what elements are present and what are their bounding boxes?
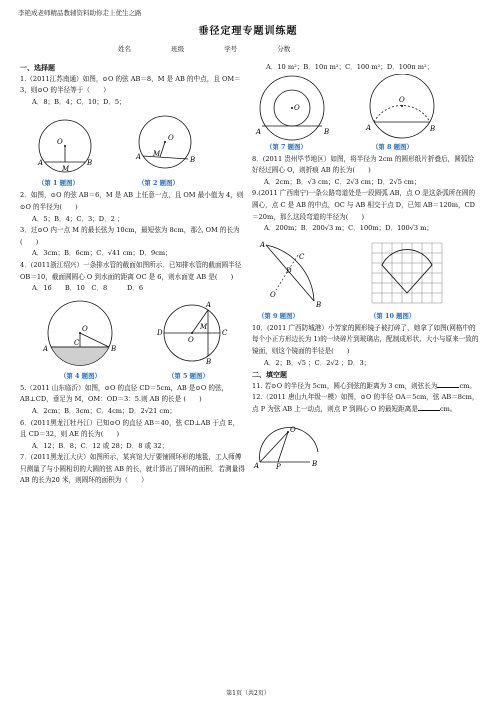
question-9: 9.(2011 广西南宁)一条公路弯道处是一段圆弧 AB，点 O 是这条弧所在圆的圆心，点 C 是 AB 的中点，OC 与 AB 相交于点 D，已知 AB＝120m，CD＝20m，那么这段弯道的半径为( ) (252, 189, 476, 221)
svg-text:O: O (188, 335, 194, 344)
svg-text:C: C (74, 338, 80, 347)
svg-text:A: A (206, 300, 212, 309)
question-4: 4．(2011浙江绍兴）一条排水管的截面如图所示．已知排水管的截面圆半径 OB＝10，截面圆圆心 O 到水面的距离 OC 是 6，则水面宽 AB 是( ) (20, 260, 242, 281)
figure-2-caption: （第 2 题图） (138, 179, 179, 188)
svg-text:B: B (430, 124, 436, 133)
question-12-answer-blank[interactable] (418, 410, 440, 411)
figure-5-caption: （第 5 题图） (168, 371, 209, 380)
figure-row-1-2 (20, 108, 245, 190)
svg-text:O: O (168, 134, 174, 143)
svg-text:B: B (87, 159, 93, 168)
svg-text:B: B (312, 459, 318, 468)
student-number-label: 学号 (224, 45, 238, 53)
name-label: 姓名 (118, 45, 131, 53)
figure-10-caption: （第 10 题图） (370, 311, 416, 320)
figure-8-caption: （第 8 题图） (372, 142, 413, 151)
section-choice-heading: 一、选择题 (20, 63, 55, 72)
figure-1-caption: （第 1 题图） (38, 179, 79, 188)
svg-text:B: B (190, 156, 196, 165)
figure-row-9-10 (252, 235, 480, 323)
question-12-text: 12.（2011 唐山九年级一模）如图，⊙O 的半径 OA＝5cm，弦 AB＝8cm，点 P 为弦 AB 上一动点，则点 P 到圆心 O 的最短距离是 (252, 393, 479, 413)
svg-text:C: C (299, 252, 305, 261)
page-title: 垂径定理专题训练题 (198, 26, 298, 37)
figure-12 (252, 418, 342, 470)
section-fill-heading: 二、填空题 (252, 370, 287, 380)
question-7: 7．(2011黑龙江大庆）如图所示，某宾馆大厅要铺圆环形的地毯，工人师傅只测量了与小圆相切的大圆的弦 AB 的长，就计算出了圆环的面积．若测量得 AB 的长为20 米，则圆环的面积为（ ） (20, 453, 245, 485)
class-label: 班级 (171, 45, 185, 53)
svg-text:M: M (153, 150, 161, 159)
figure-row-4-5 (20, 295, 245, 383)
question-12-unit: cm。 (439, 404, 457, 413)
question-5: 5.（2011 山东临沂）如图，⊙O 的直径 CD＝5cm，AB 是⊙O 的弦，AB⊥CD，垂足为 M，OM：OD＝3：5.则 AB 的长是 ( ) (20, 383, 229, 404)
svg-text:O: O (290, 425, 296, 434)
svg-text:B: B (206, 357, 212, 366)
question-1-options: A．8；B．4；C．10；D．5； (32, 97, 126, 106)
svg-text:A: A (38, 159, 44, 168)
svg-text:B: B (111, 344, 117, 353)
question-5-options: A．2cm；B．3cm；C．4cm；D．2√21 cm； (32, 406, 176, 415)
figures-7-8 (252, 74, 480, 144)
svg-text:A: A (260, 240, 266, 249)
figures-1-2 (20, 108, 245, 178)
svg-text:O: O (57, 138, 63, 147)
svg-text:O: O (270, 290, 276, 299)
svg-text:B: B (324, 127, 330, 136)
svg-text:A: A (256, 127, 262, 136)
figures-9-10 (252, 235, 480, 313)
page-header: 李艳成老师精品教辅资料助你走上优生之路 (18, 9, 142, 17)
svg-text:O: O (399, 95, 405, 104)
question-11 (252, 381, 480, 393)
question-8: 8．(2011 贵州毕节地区）如图，将半径为 2cm 的圆形纸片折叠后，圆弧恰好经过圆心 O，则折痕 AB 的长为( ) (252, 154, 475, 175)
question-4-options: A．16 B．10 C．8 D．6 (32, 284, 144, 293)
student-info-row (118, 44, 328, 53)
svg-text:A: A (136, 153, 142, 162)
figure-7-caption: （第 7 题图） (266, 142, 307, 151)
question-10: 10．(2011 广西防城港）小芳家的圆形镜子被打碎了，她拿了如图(网格中的每个小正方形边长为 1)的一块碎片到玻璃店，配制成形状、大小与原来一致的镜面，则这个镜面的半径是( ) (252, 323, 479, 355)
figure-4-caption: （第 4 题图） (60, 371, 101, 380)
question-2-options: A．5；B．4；C．3；D．2 ； (32, 214, 124, 223)
svg-text:A: A (43, 344, 49, 353)
svg-text:D: D (157, 328, 163, 337)
svg-text:M: M (200, 322, 208, 331)
svg-text:A: A (254, 461, 260, 470)
question-11-text: 11. 若⊙O 的半径为 5cm，圆心到弦的距离为 3 cm，则弦长为 (252, 381, 438, 390)
page-footer: 第1页（共2页） (226, 690, 270, 697)
figures-4-5 (20, 295, 245, 373)
question-11-unit: cm。 (459, 381, 477, 390)
question-8-options: A．2cm；B．√3 cm；C．2√3 cm；D．2√5 cm； (264, 177, 421, 186)
svg-text:C: C (222, 328, 228, 337)
question-11-answer-blank[interactable] (437, 387, 459, 388)
score-label: 分数 (277, 45, 291, 53)
question-9-options: A．200m；B．200√3 m；C．100m；D．100√3 m； (264, 224, 434, 233)
question-3: 3．过⊙O 内一点 M 的最长弦为 10cm，最短弦为 8cm，那么 OM 的长为( ) (20, 226, 240, 246)
svg-text:B: B (316, 300, 322, 309)
question-7-options: A．10 m²；B．10π m²；C．100 m²；D．100π m²； (266, 63, 434, 71)
question-6: 6．(2011黑龙江牡丹江）已知⊙O 的直径 AB＝40，弦 CD⊥AB 于点 E，且 CD＝32，则 AE 的长为( ) (20, 418, 240, 439)
figure-9-caption: （第 9 题图） (258, 311, 299, 320)
svg-text:O: O (82, 324, 88, 333)
question-6-options: A．12；B．8；C．12 或 28；D．8 或 32； (32, 441, 169, 450)
left-column (20, 62, 245, 487)
svg-text:A: A (366, 123, 372, 132)
svg-text:P: P (276, 462, 281, 470)
right-column (252, 62, 480, 474)
question-3-options: A．3cm；B．6cm；C．√41 cm；D．9cm； (32, 249, 172, 258)
figure-row-7-8 (252, 74, 480, 154)
svg-text:M: M (62, 165, 70, 174)
svg-text:O: O (294, 103, 300, 112)
svg-text:D: D (286, 266, 292, 275)
question-10-options: A．2；B．√5 ；C．2√2 ；D．3； (264, 358, 371, 367)
question-1: 1.（2011江苏南通）如图，⊙O 的弦 AB＝8，M 是 AB 的中点，且 OM＝3，则⊙O 的半径等于（ ） (20, 74, 241, 95)
question-2: 2．如图，⊙O 的弦 AB＝6，M 是 AB 上任意一点，且 OM 最小值为 4，则⊙O 的半径为( ) (20, 191, 244, 211)
question-12 (252, 392, 480, 415)
